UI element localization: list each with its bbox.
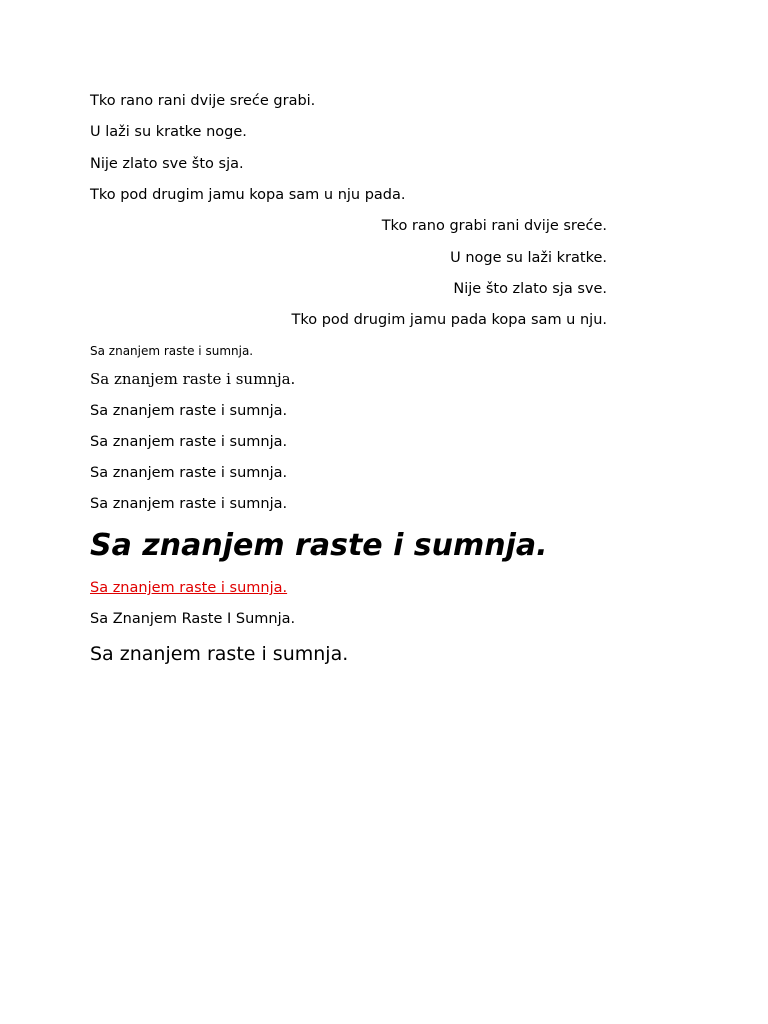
proverb-line-2: U laži su kratke noge.: [90, 124, 247, 140]
title-case-line: Sa Znanjem Raste I Sumnja.: [90, 611, 296, 627]
proverb-line-1: Tko rano rani dvije sreće grabi.: [90, 93, 316, 109]
serif-text-line: Sa znanjem raste i sumnja.: [90, 370, 296, 388]
medium-text-line: Sa znanjem raste i sumnja.: [90, 643, 349, 665]
large-bold-italic-line: Sa znanjem raste i sumnja.: [90, 528, 548, 563]
small-text-line: Sa znanjem raste i sumnja.: [90, 344, 254, 358]
right-aligned-line-1: Tko rano grabi rani dvije sreće.: [381, 218, 607, 234]
sans-text-line-1: Sa znanjem raste i sumnja.: [90, 403, 288, 419]
proverb-line-3: Nije zlato sve što sja.: [90, 156, 244, 172]
right-aligned-line-3: Nije što zlato sja sve.: [453, 281, 607, 297]
right-aligned-line-4: Tko pod drugim jamu pada kopa sam u nju.: [291, 312, 607, 328]
right-aligned-line-2: U noge su laži kratke.: [450, 250, 607, 266]
red-underlined-line: Sa znanjem raste i sumnja.: [90, 580, 288, 596]
sans-text-line-4: Sa znanjem raste i sumnja.: [90, 496, 288, 512]
sans-text-line-2: Sa znanjem raste i sumnja.: [90, 434, 288, 450]
proverb-line-4: Tko pod drugim jamu kopa sam u nju pada.: [90, 187, 406, 203]
sans-text-line-3: Sa znanjem raste i sumnja.: [90, 465, 288, 481]
